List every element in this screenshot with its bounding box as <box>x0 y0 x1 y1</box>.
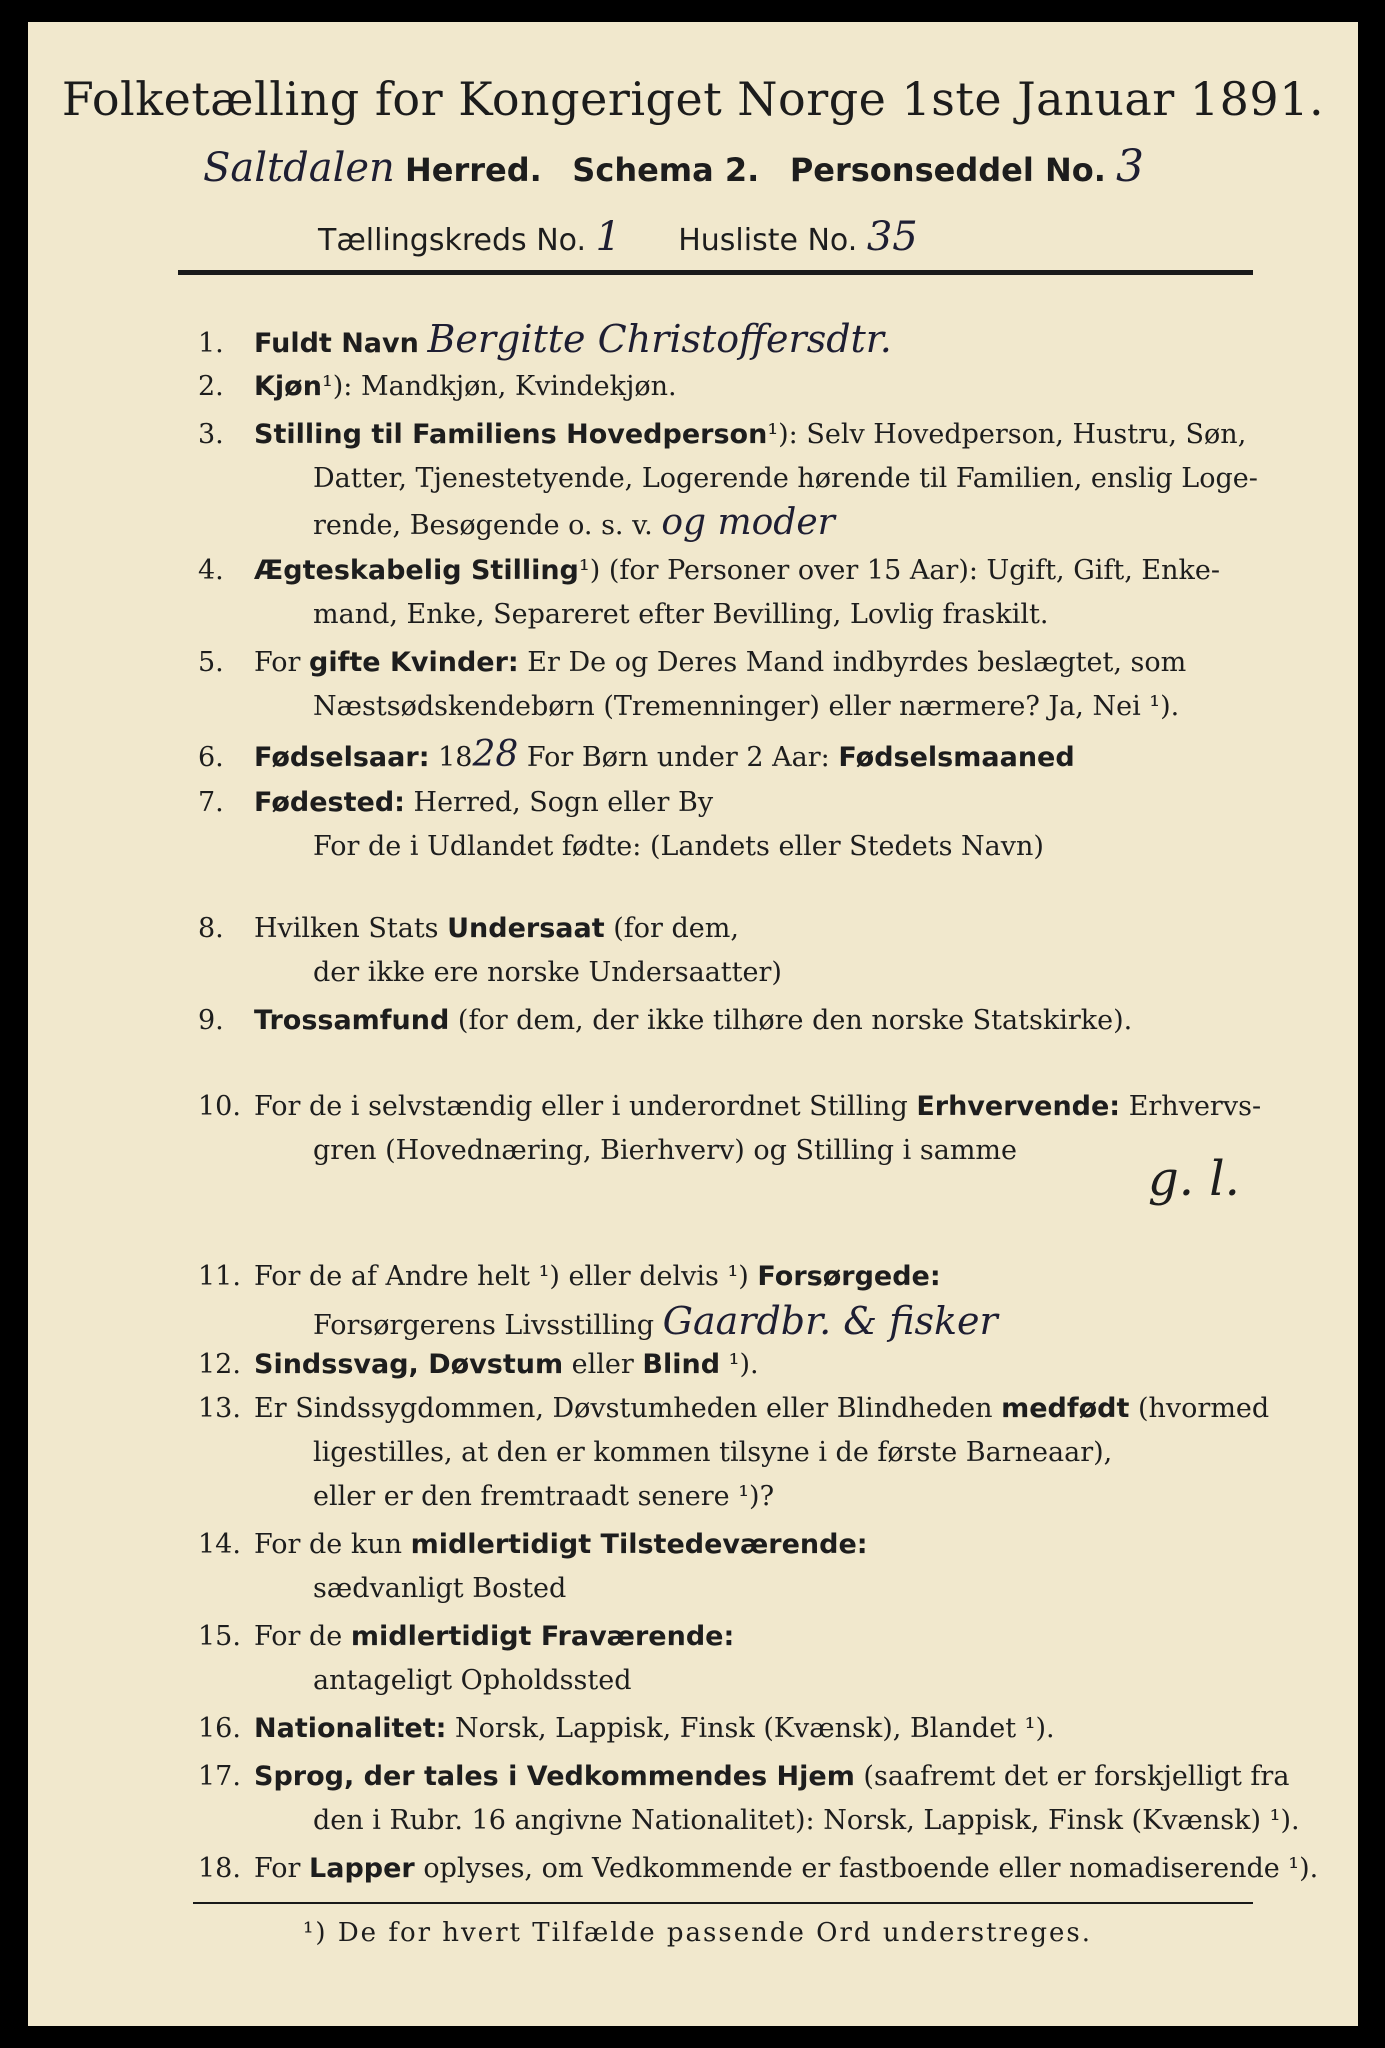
taellingskreds-value: 1 <box>595 214 621 260</box>
item-17: 17. Sprog, der tales i Vedkommendes Hjem (saafremt det er forskjelligt fra <box>198 1761 1290 1792</box>
personseddel-value: 3 <box>1116 141 1145 192</box>
item-15: 15. For de midlertidigt Fraværende: <box>198 1621 735 1652</box>
footnote: ¹) De for hvert Tilfælde passende Ord understreges. <box>303 1918 1093 1948</box>
header-rule <box>178 270 1253 275</box>
herred-line <box>203 141 1145 192</box>
item-15-line-2: antageligt Opholdssted <box>313 1665 632 1696</box>
item-8: 8. Hvilken Stats Undersaat (for dem, <box>198 913 739 944</box>
item-14: 14. For de kun midlertidigt Tilstedeværende: <box>198 1529 868 1560</box>
item-13: 13. Er Sindssygdommen, Døvstumheden eller Blindheden medfødt (hvormed <box>198 1393 1270 1424</box>
item-5-line-2: Næstsødskendebørn (Tremenninger) eller nærmere? Ja, Nei ¹). <box>313 691 1180 722</box>
item-7: 7. Fødested: Herred, Sogn eller By <box>198 787 714 818</box>
item-4-line-2: mand, Enke, Separeret efter Bevilling, Lovlig fraskilt. <box>313 599 1049 630</box>
item-6: 6. Fødselsaar: 1828 For Børn under 2 Aar: Fødselsmaaned <box>198 734 1075 775</box>
item-9: 9. Trossamfund (for dem, der ikke tilhøre den norske Statskirke). <box>198 1005 1133 1036</box>
erhverv-margin-note: g. l. <box>1148 1151 1240 1207</box>
item-4: 4. Ægteskabelig Stilling¹) (for Personer over 15 Aar): Ugift, Gift, Enke- <box>198 555 1220 586</box>
item-1: 1. Fuldt Navn Bergitte Christoffersdtr. <box>198 317 892 361</box>
stilling-value: og moder <box>661 502 835 543</box>
item-13-line-2: ligestilles, at den er kommen tilsyne i de første Barneaar), <box>313 1437 1113 1468</box>
item-11-line-2: Forsørgerens Livsstilling Gaardbr. & fisker <box>313 1299 998 1343</box>
item-12: 12. Sindssvag, Døvstum eller Blind ¹). <box>198 1349 759 1380</box>
schema-label: Schema 2. <box>572 151 760 189</box>
item-8-line-2: der ikke ere norske Undersaatter) <box>313 957 782 988</box>
form-title: Folketælling for Kongeriget Norge 1ste Januar 1891. <box>61 72 1325 126</box>
item-14-line-2: sædvanligt Bosted <box>313 1573 567 1604</box>
item-7-line-2: For de i Udlandet fødte: (Landets eller Stedets Navn) <box>313 831 1044 862</box>
item-10: 10. For de i selvstændig eller i underordnet Stilling Erhvervende: Erhvervs- <box>198 1091 1262 1122</box>
item-3-line-2: Datter, Tjenestetyende, Logerende hørende til Familien, enslig Loge- <box>313 463 1258 494</box>
item-3-line-3: rende, Besøgende o. s. v. og moder <box>313 502 835 543</box>
birth-year-value: 28 <box>472 734 519 775</box>
item-3: 3. Stilling til Familiens Hovedperson¹): Selv Hovedperson, Hustru, Søn, <box>198 419 1247 450</box>
item-5: 5. For gifte Kvinder: Er De og Deres Mand indbyrdes beslægtet, som <box>198 647 1187 678</box>
item-2: 2. Kjøn¹): Mandkjøn, Kvindekjøn. <box>198 371 677 402</box>
taellingskreds-label: Tællingskreds No. <box>318 223 586 258</box>
item-11: 11. For de af Andre helt ¹) eller delvis ¹) Forsørgede: <box>198 1261 941 1292</box>
item-13-line-3: eller er den fremtraadt senere ¹)? <box>313 1481 775 1512</box>
census-form <box>28 22 1358 2026</box>
herred-label: Herred. <box>404 151 542 189</box>
forsorger-value: Gaardbr. & fisker <box>662 1299 998 1343</box>
item-18: 18. For Lapper oplyses, om Vedkommende er fastboende eller nomadiserende ¹). <box>198 1853 1319 1884</box>
herred-value: Saltdalen <box>203 145 395 191</box>
footnote-rule <box>193 1902 1253 1904</box>
item-16: 16. Nationalitet: Norsk, Lappisk, Finsk (Kvænsk), Blandet ¹). <box>198 1713 1055 1744</box>
husliste-label: Husliste No. <box>678 223 858 258</box>
personseddel-label: Personseddel No. <box>789 151 1106 189</box>
husliste-value: 35 <box>866 214 918 260</box>
item-10-line-2: gren (Hovednæring, Bierhverv) og Stilling i samme <box>313 1135 1018 1166</box>
taellingskreds-line <box>318 214 918 260</box>
full-name-value: Bergitte Christoffersdtr. <box>427 317 892 361</box>
item-17-line-2: den i Rubr. 16 angivne Nationalitet): Norsk, Lappisk, Finsk (Kvænsk) ¹). <box>313 1805 1300 1836</box>
